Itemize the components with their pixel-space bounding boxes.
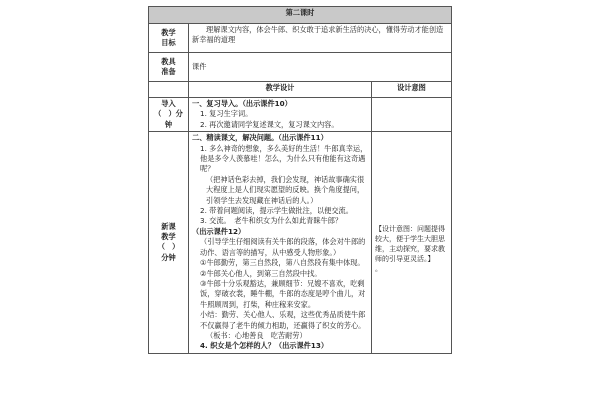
paragraph: （板书：心地善良 吃苦耐劳） [206,330,307,340]
intro-label-line: 钟 [164,119,173,129]
paragraph: ③牛郎十分乐观豁达，兼顾细节：兄嫂不喜欢，吃剩饭，穿破衣裳，睡牛棚，牛郎的态度是哼个曲儿，对牛照顾周到，打柴，种庄稼来安家。 [200,278,366,309]
intro-step: 2. 再次邀请同学复述课文，复习课文内容。 [200,119,339,129]
prep-text: 课件 [189,53,452,82]
design-intent-mark: 。 [375,265,382,274]
goals-text [189,24,452,53]
intent-column-header: 设计意图 [372,82,452,98]
goals-text-content: 理解课文内容，体会牛郎、织女敢于追求新生活的决心，懂得劳动才能创造新幸福的道理 [192,25,444,45]
paragraph: 3. 交流。 老牛和织女为什么如此青睐牛郎？ [200,216,343,226]
new-lesson-content [189,132,372,354]
new-lesson-label-line: 新课 [161,221,176,231]
new-lesson-label [149,132,189,354]
paragraph: 小结：勤劳、关心他人、乐观，这些优秀品质使牛郎不仅赢得了老牛的倾力相助，还赢得了织女的芳心。 [200,310,366,330]
prep-row [149,53,452,82]
new-lesson-label-line: 分钟 [161,252,176,262]
title-row [149,7,452,24]
new-lesson-row [149,132,452,354]
new-lesson-intent [372,132,452,354]
paragraph: 4. 织女是个怎样的人？（出示课件13） [200,341,329,351]
empty-header-cell [149,82,189,98]
design-intent-note: 【设计意图：问题提得较大，便于学生大胆思维，主动探究，要求教师的引导更灵活。】 [375,225,445,264]
intro-label-line: （ ）分 [154,109,183,119]
intro-intent [372,98,452,132]
intro-step: 1. 复习生字词。 [200,109,253,119]
column-header-row [149,82,452,98]
prep-label: 教具 准备 [149,53,189,82]
paragraph: 1. 多么神奇的想象，多么美好的生活！牛郎真幸运，他是多令人羡慕哇！怎么，为什么只有他能有这奇遇呢？ [200,143,368,174]
paragraph: ①牛郎勤劳，第三自然段，第八自然段有集中体现。 [200,258,365,268]
paragraph: （引导学生仔细阅读有关牛郎的段落，体会对牛郎的动作、语言等的描写，从中感受人物形象。） [200,237,366,257]
intro-row [149,98,452,132]
goals-row [149,24,452,53]
intro-label-line: 导入 [161,99,176,108]
paragraph: ②牛郎关心他人，到第三自然段中找。 [200,268,322,278]
new-lesson-label-line: 教学 [161,232,176,242]
paragraph: （把神话色彩去掉，我们会发现，神话故事确实很大程度上是人们现实愿望的反映。换个角度提问，引领学生去发现藏在神话后的人。） [206,174,365,205]
new-lesson-label-line: （ ） [157,242,180,252]
intro-label [149,98,189,132]
design-column-header: 教学设计 [189,82,372,98]
paragraph: （出示课件12） [192,226,246,236]
intro-content [189,98,372,132]
goals-label: 教学 目标 [149,24,189,53]
intro-heading: 一、复习导入。（出示课件10） [192,99,292,108]
lesson-title: 第二课时 [149,7,452,24]
section-heading: 二、精读课文，解决问题。（出示课件11） [192,133,328,143]
paragraph: 2. 带着问题阅读，提示学生做批注，以便交流。 [200,206,353,216]
lesson-plan-table [148,6,452,354]
